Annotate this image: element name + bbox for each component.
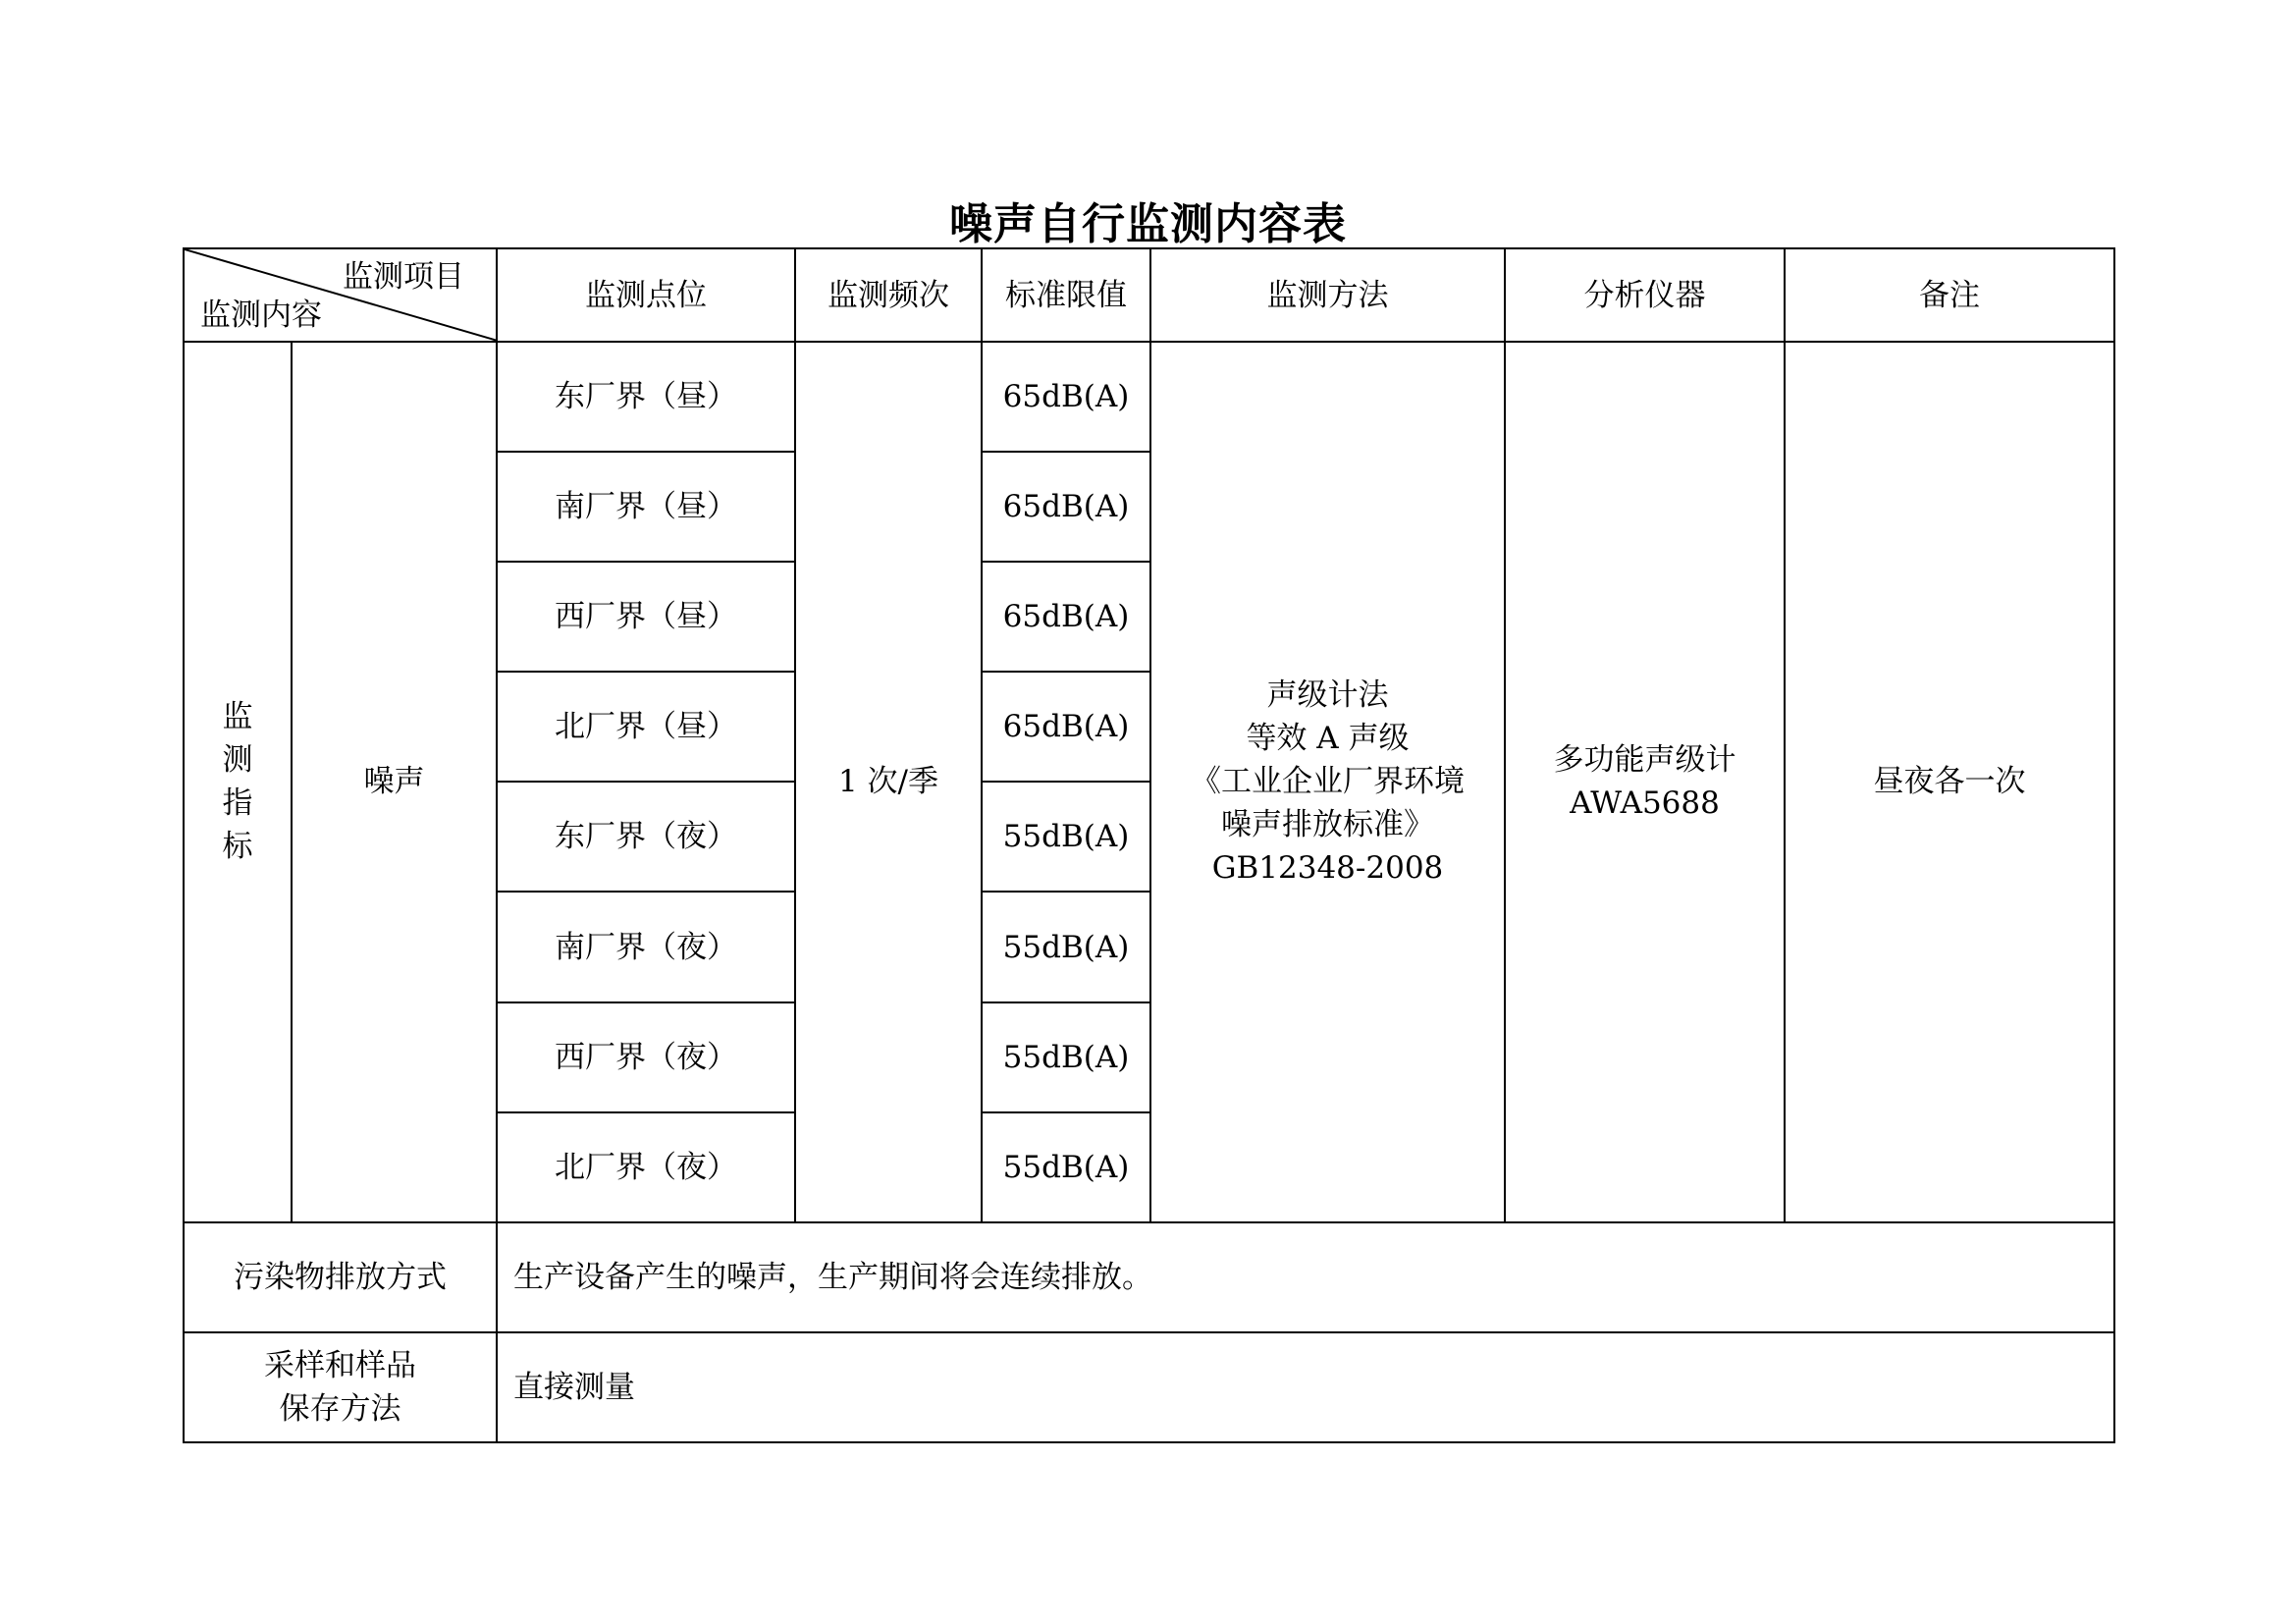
method-line: 声级计法 bbox=[1266, 677, 1389, 714]
col-header-method: 监测方法 bbox=[1150, 248, 1505, 342]
method-line: 《工业企业厂界环境 bbox=[1191, 764, 1465, 800]
sampling-label-line: 保存方法 bbox=[279, 1390, 401, 1427]
col-header-limit: 标准限值 bbox=[982, 248, 1150, 342]
remark-cell: 昼夜各一次 bbox=[1785, 342, 2114, 1222]
method-line: GB12348-2008 bbox=[1211, 850, 1444, 887]
sampling-row bbox=[184, 1332, 2114, 1442]
diag-header-bottom: 监测内容 bbox=[200, 298, 322, 334]
sampling-value: 直接测量 bbox=[497, 1332, 2114, 1442]
col-header-point: 监测点位 bbox=[497, 248, 795, 342]
discharge-value: 生产设备产生的噪声，生产期间将会连续排放。 bbox=[497, 1222, 2114, 1332]
discharge-row bbox=[184, 1222, 2114, 1332]
page-title: 噪声自行监测内容表 bbox=[949, 199, 1347, 249]
limit-cell: 65dB(A) bbox=[982, 452, 1150, 562]
point-cell: 东厂界（夜） bbox=[497, 782, 795, 892]
limit-cell: 55dB(A) bbox=[982, 1112, 1150, 1222]
limit-cell: 55dB(A) bbox=[982, 1002, 1150, 1112]
limit-cell: 65dB(A) bbox=[982, 562, 1150, 672]
col-header-instrument: 分析仪器 bbox=[1505, 248, 1785, 342]
point-cell: 南厂界（夜） bbox=[497, 892, 795, 1001]
point-cell: 北厂界（夜） bbox=[497, 1112, 795, 1222]
method-line: 噪声排放标准》 bbox=[1221, 807, 1434, 843]
point-cell: 西厂界（昼） bbox=[497, 562, 795, 672]
discharge-label: 污染物排放方式 bbox=[184, 1222, 497, 1332]
sampling-label-line: 采样和样品 bbox=[264, 1347, 416, 1383]
limit-cell: 55dB(A) bbox=[982, 892, 1150, 1001]
diagonal-header-cell bbox=[184, 248, 497, 342]
point-cell: 北厂界（昼） bbox=[497, 672, 795, 782]
category-char: 标 bbox=[222, 829, 253, 865]
point-cell: 南厂界（昼） bbox=[497, 452, 795, 562]
noise-monitoring-table bbox=[183, 247, 2115, 1443]
method-line: 等效 A 声级 bbox=[1246, 721, 1410, 757]
col-header-remark: 备注 bbox=[1785, 248, 2114, 342]
table-row bbox=[184, 342, 2114, 452]
instrument-cell bbox=[1505, 342, 1785, 1222]
frequency-cell: 1 次/季 bbox=[795, 342, 982, 1222]
instrument-line: AWA5688 bbox=[1570, 785, 1720, 822]
sampling-label bbox=[184, 1332, 497, 1442]
limit-cell: 65dB(A) bbox=[982, 342, 1150, 452]
method-cell bbox=[1150, 342, 1505, 1222]
category-char: 监 bbox=[222, 699, 253, 735]
category-char: 指 bbox=[222, 785, 253, 822]
limit-cell: 65dB(A) bbox=[982, 672, 1150, 782]
diag-header-top: 监测项目 bbox=[343, 259, 464, 295]
limit-cell: 55dB(A) bbox=[982, 782, 1150, 892]
instrument-line: 多功能声级计 bbox=[1553, 742, 1736, 779]
category-cell bbox=[184, 342, 292, 1222]
item-cell: 噪声 bbox=[292, 342, 497, 1222]
category-char: 测 bbox=[222, 742, 253, 779]
point-cell: 西厂界（夜） bbox=[497, 1002, 795, 1112]
point-cell: 东厂界（昼） bbox=[497, 342, 795, 452]
col-header-frequency: 监测频次 bbox=[795, 248, 982, 342]
header-row bbox=[184, 248, 2114, 342]
